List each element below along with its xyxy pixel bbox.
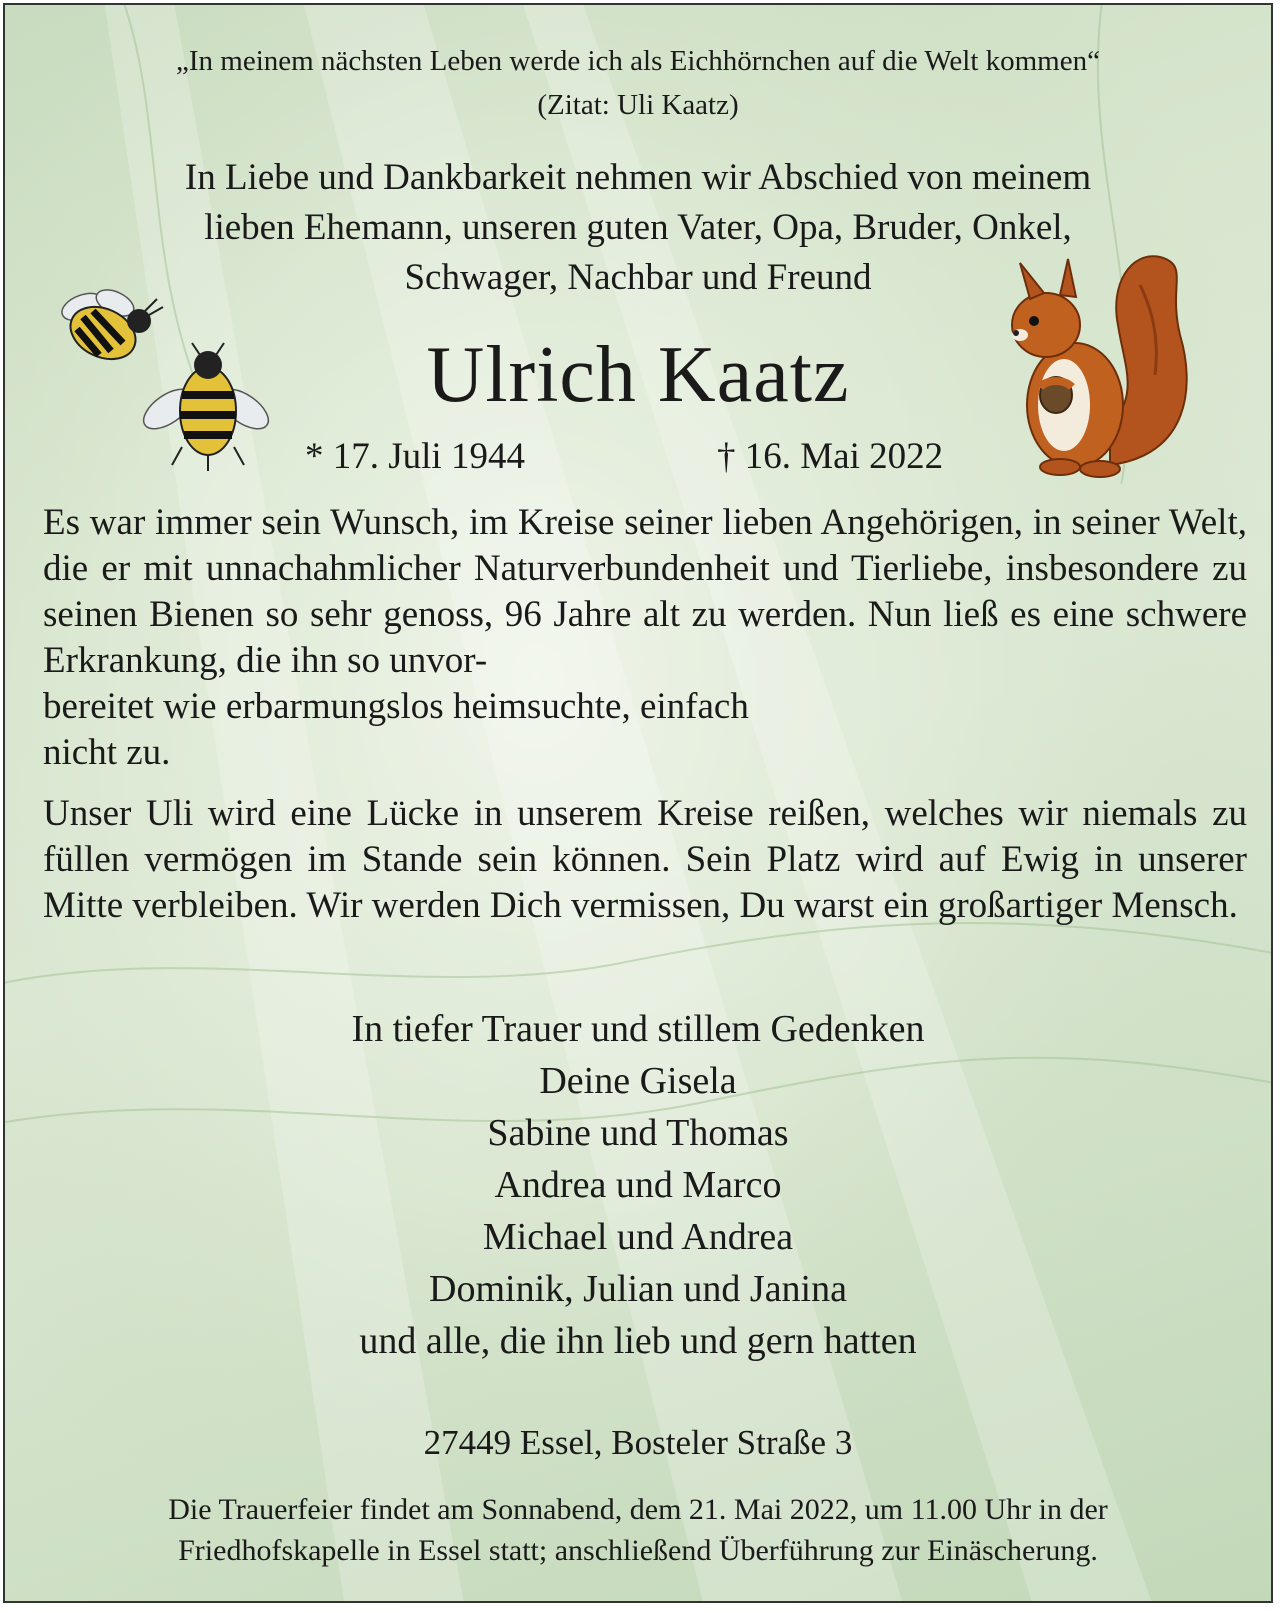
notice-content xyxy=(5,5,1271,1601)
mourner-name: Deine Gisela xyxy=(539,1060,737,1102)
death-date: † 16. Mai 2022 xyxy=(717,436,944,477)
farewell-intro: In Liebe und Dankbarkeit nehmen wir Abschied von meinem lieben Ehemann, unseren guten Vater, Opa, Bruder, Onkel, Schwager, Nachbar und Freund xyxy=(184,157,1092,298)
mourner-name: Michael und Andrea xyxy=(482,1216,794,1258)
obituary-notice xyxy=(3,3,1273,1603)
mourner-name: Dominik, Julian und Janina xyxy=(429,1268,847,1310)
mourner-name: Andrea und Marco xyxy=(494,1164,782,1206)
quote-block xyxy=(5,39,1271,127)
mourner-name: Sabine und Thomas xyxy=(487,1112,789,1154)
paragraph-wish: Es war immer sein Wunsch, im Kreise seiner lieben Angehörigen, in seiner Welt, die er mit unnachahmlicher Naturverbundenheit und Tierliebe, insbesondere zu seinen Bienen so sehr genoss, 96 Jahre alt zu werden. Nun ließ es eine schwere Erkrankung, die ihn so unvor- bereitet wie erbarmungslos heimsuchte, einfach nicht zu. xyxy=(43,502,1247,773)
mourners-list xyxy=(5,1003,1271,1367)
deceased-name: Ulrich Kaatz xyxy=(426,331,850,419)
mourner-name: und alle, die ihn lieb und gern hatten xyxy=(359,1320,917,1362)
mourning-line: In tiefer Trauer und stillem Gedenken xyxy=(351,1008,925,1050)
quote-source: (Zitat: Uli Kaatz) xyxy=(537,89,739,121)
quote-text: „In meinem nächsten Leben werde ich als Eichhörnchen auf die Welt kommen“ xyxy=(176,45,1100,77)
address: 27449 Essel, Bosteler Straße 3 xyxy=(423,1423,853,1462)
birth-date: * 17. Juli 1944 xyxy=(305,436,525,477)
ceremony-info: Die Trauerfeier findet am Sonnabend, dem 21. Mai 2022, um 11.00 Uhr in der Friedhofskapelle in Essel statt; anschließend Überführung zur Einäscherung. xyxy=(168,1493,1108,1567)
paragraph-memory: Unser Uli wird eine Lücke in unserem Kreise reißen, welches wir niemals zu füllen vermögen im Stande sein können. Sein Platz wird auf Ewig in unserer Mitte verbleiben. Wir werden Dich vermissen, Du warst ein großartiger Mensch. xyxy=(43,793,1247,926)
